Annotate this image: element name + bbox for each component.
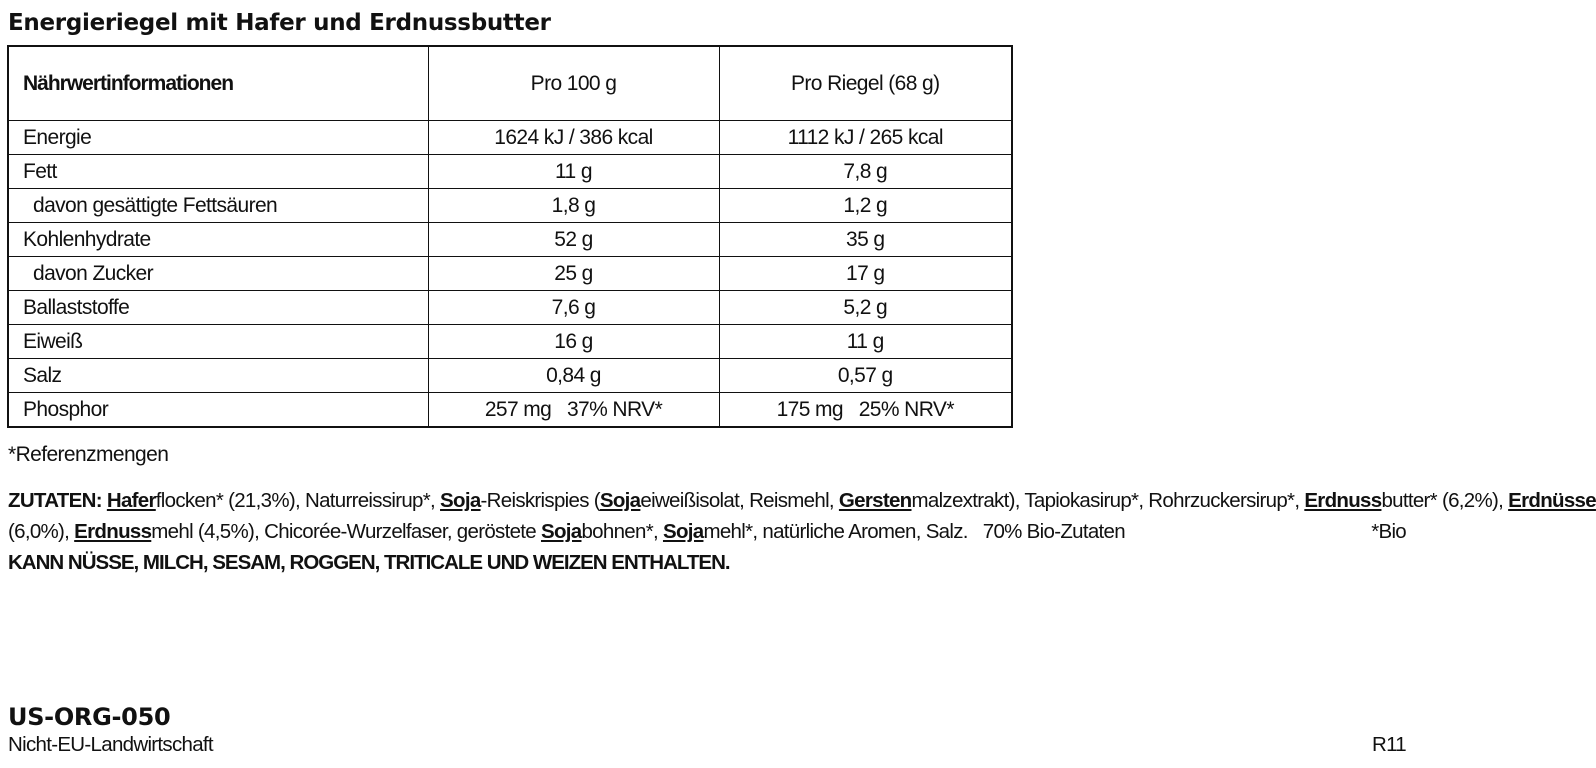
value-per-100g: 7,6 g	[428, 291, 719, 325]
header-nutrition-info: Nährwertinformationen	[8, 46, 428, 121]
allergen-highlight: Erdnuss	[1304, 489, 1382, 512]
ingredient-text: flocken* (21,3%), Naturreissirup*,	[155, 489, 441, 512]
nutrient-label: Ballaststoffe	[8, 291, 428, 325]
nutrient-label: Salz	[8, 359, 428, 393]
value-per-bar: 0,57 g	[719, 359, 1012, 393]
allergen-highlight: Soja	[599, 489, 641, 512]
ingredient-text: mehl (4,5%), Chicorée-Wurzelfaser, geröstete	[151, 520, 541, 543]
allergen-highlight: Soja	[540, 520, 582, 543]
value-per-100g: 11 g	[428, 155, 719, 189]
ingredient-text: eiweißisolat, Reismehl,	[640, 489, 839, 512]
nutrient-label: Phosphor	[8, 393, 428, 428]
nutrient-label: davon gesättigte Fettsäuren	[8, 189, 428, 223]
value-per-bar: 5,2 g	[719, 291, 1012, 325]
value-per-bar: 1112 kJ / 265 kcal	[719, 121, 1012, 155]
ingredient-text: malzextrakt), Tapiokasirup*, Rohrzuckersirup*,	[911, 489, 1305, 512]
ingredient-text: bohnen*,	[581, 520, 663, 543]
nutrition-table	[7, 45, 1013, 428]
allergen-highlight: Erdnuss	[74, 520, 152, 543]
ingredients-segments-1	[102, 489, 1596, 512]
table-row	[8, 291, 1012, 325]
table-row	[8, 393, 1012, 428]
value-per-bar: 1,2 g	[719, 189, 1012, 223]
ingredient-text: (6,0%),	[8, 520, 75, 543]
ingredients-line-2	[8, 516, 1408, 547]
value-per-100g: 257 mg 37% NRV*	[428, 393, 719, 428]
allergen-warning: KANN NÜSSE, MILCH, SESAM, ROGGEN, TRITICALE UND WEIZEN ENTHALTEN.	[8, 551, 730, 574]
agriculture-origin: Nicht-EU-Landwirtschaft	[8, 733, 213, 756]
value-per-100g: 1,8 g	[428, 189, 719, 223]
nutrient-label: Fett	[8, 155, 428, 189]
allergen-highlight: Gersten	[838, 489, 912, 512]
ingredient-text: mehl*, natürliche Aromen, Salz. 70% Bio-Zutaten	[703, 520, 1125, 543]
nutrient-label: Kohlenhydrate	[8, 223, 428, 257]
value-per-100g: 1624 kJ / 386 kcal	[428, 121, 719, 155]
value-per-bar: 7,8 g	[719, 155, 1012, 189]
product-title: Energieriegel mit Hafer und Erdnussbutter	[8, 10, 551, 36]
nutrition-header-row	[8, 46, 1012, 121]
nutrient-label: Energie	[8, 121, 428, 155]
allergen-highlight: Hafer	[106, 489, 156, 512]
ingredients-heading: ZUTATEN:	[8, 489, 102, 512]
allergen-highlight: Erdnüsse	[1508, 489, 1596, 512]
ingredients-segments-2	[8, 520, 1125, 543]
value-per-bar: 35 g	[719, 223, 1012, 257]
allergen-highlight: Soja	[440, 489, 481, 512]
header-per-bar: Pro Riegel (68 g)	[719, 46, 1012, 121]
value-per-bar: 11 g	[719, 325, 1012, 359]
ingredient-text: butter* (6,2%),	[1381, 489, 1509, 512]
ingredient-text: -Reiskrispies (	[480, 489, 600, 512]
value-per-100g: 0,84 g	[428, 359, 719, 393]
table-row	[8, 359, 1012, 393]
allergen-highlight: Soja	[662, 520, 704, 543]
ingredients-block	[8, 485, 1596, 578]
value-per-100g: 16 g	[428, 325, 719, 359]
header-per-100g: Pro 100 g	[428, 46, 719, 121]
reference-footnote: *Referenzmengen	[8, 443, 169, 466]
value-per-100g: 25 g	[428, 257, 719, 291]
table-row	[8, 325, 1012, 359]
table-row	[8, 121, 1012, 155]
value-per-bar: 175 mg 25% NRV*	[719, 393, 1012, 428]
certification-code: US-ORG-050	[8, 703, 171, 731]
table-row	[8, 223, 1012, 257]
table-row	[8, 257, 1012, 291]
value-per-bar: 17 g	[719, 257, 1012, 291]
value-per-100g: 52 g	[428, 223, 719, 257]
ingredients-line-1	[8, 485, 1596, 516]
nutrient-label: davon Zucker	[8, 257, 428, 291]
nutrient-label: Eiweiß	[8, 325, 428, 359]
table-row	[8, 155, 1012, 189]
table-row	[8, 189, 1012, 223]
organic-legend: *Bio	[1371, 520, 1406, 543]
reference-code: R11	[1372, 733, 1406, 756]
